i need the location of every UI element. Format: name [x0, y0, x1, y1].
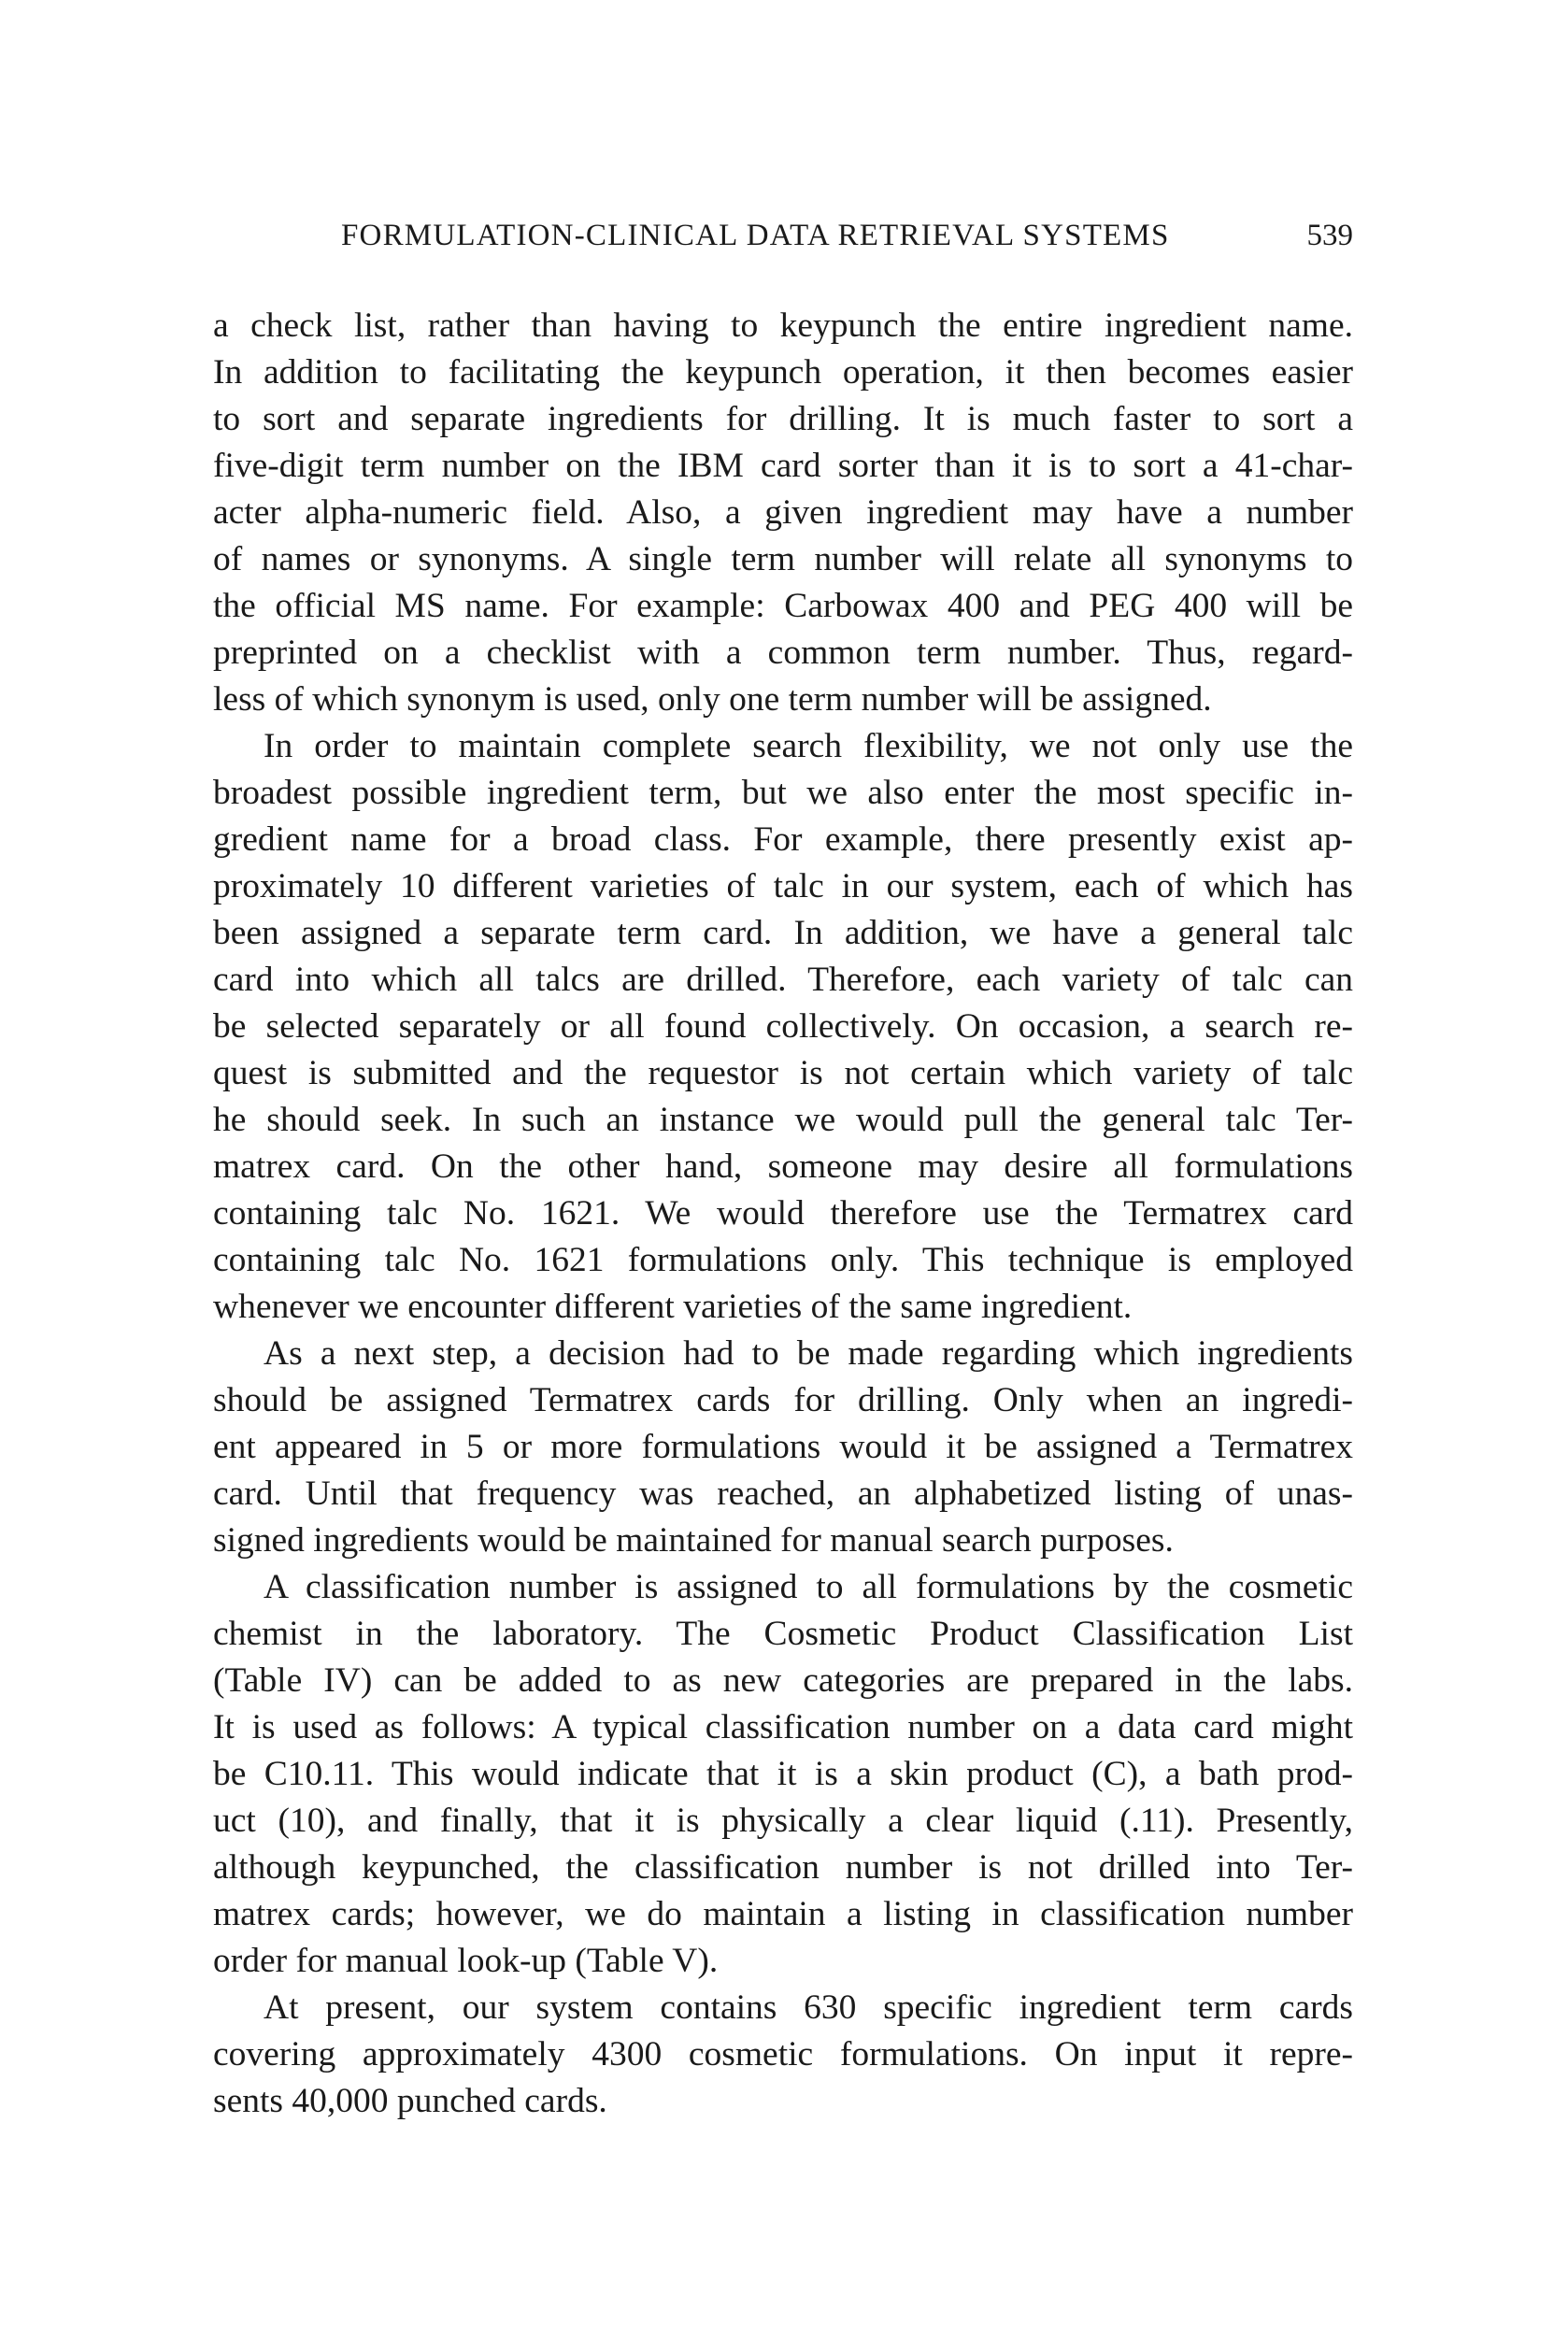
text-line: to sort and separate ingredients for drilling. It is much faster to sort a	[213, 400, 1353, 438]
text-line: matrex card. On the other hand, someone may desire all formulations	[213, 1147, 1353, 1186]
text-line: quest is submitted and the requestor is not certain which variety of talc	[213, 1054, 1353, 1092]
text-line: order for manual look-up (Table V).	[213, 1942, 719, 1980]
text-line: be C10.11. This would indicate that it is a skin product (C), a bath prod-	[213, 1755, 1353, 1793]
text-line: At present, our system contains 630 specific ingredient term cards	[264, 1988, 1353, 2027]
text-line: containing talc No. 1621 formulations only. This technique is employed	[213, 1241, 1353, 1279]
text-line: five-digit term number on the IBM card sorter than it is to sort a 41-char-	[213, 447, 1353, 485]
text-line: ent appeared in 5 or more formulations would it be assigned a Termatrex	[213, 1428, 1353, 1466]
text-line: of names or synonyms. A single term number will relate all synonyms to	[213, 540, 1353, 578]
text-line: although keypunched, the classification number is not drilled into Ter-	[213, 1848, 1353, 1887]
paragraph-3	[213, 1331, 1353, 1564]
text-line: proximately 10 different varieties of talc in our system, each of which has	[213, 867, 1353, 905]
text-line: chemist in the laboratory. The Cosmetic Product Classification List	[213, 1615, 1353, 1653]
text-line: acter alpha-numeric field. Also, a given ingredient may have a number	[213, 493, 1353, 532]
text-line: signed ingredients would be maintained for manual search purposes.	[213, 1521, 1174, 1560]
paragraph-4	[213, 1564, 1353, 1985]
text-line: covering approximately 4300 cosmetic formulations. On input it repre-	[213, 2035, 1353, 2073]
body-text	[213, 303, 1353, 2125]
text-line: a check list, rather than having to keypunch the entire ingredient name.	[213, 306, 1353, 345]
text-line: (Table IV) can be added to as new categories are prepared in the labs.	[213, 1661, 1353, 1700]
text-line: gredient name for a broad class. For example, there presently exist ap-	[213, 820, 1353, 859]
paragraph-5	[213, 1985, 1353, 2125]
text-line: whenever we encounter different varieties of the same ingredient.	[213, 1288, 1133, 1326]
text-line: be selected separately or all found collectively. On occasion, a search re-	[213, 1007, 1353, 1046]
text-line: card. Until that frequency was reached, an alphabetized listing of unas-	[213, 1475, 1353, 1513]
text-line: preprinted on a checklist with a common term number. Thus, regard-	[213, 634, 1353, 672]
text-line: It is used as follows: A typical classification number on a data card might	[213, 1708, 1353, 1746]
text-line: should be assigned Termatrex cards for drilling. Only when an ingredi-	[213, 1381, 1353, 1419]
text-line: sents 40,000 punched cards.	[213, 2082, 607, 2120]
page-number: 539	[1306, 219, 1353, 252]
text-line: uct (10), and finally, that it is physically a clear liquid (.11). Presently,	[213, 1802, 1353, 1840]
text-line: been assigned a separate term card. In addition, we have a general talc	[213, 914, 1353, 952]
running-head	[341, 217, 1353, 254]
running-title: FORMULATION-CLINICAL DATA RETRIEVAL SYSTEMS	[341, 219, 1170, 252]
text-line: card into which all talcs are drilled. Therefore, each variety of talc can	[213, 961, 1353, 999]
text-line: In order to maintain complete search flexibility, we not only use the	[264, 727, 1353, 765]
text-line: As a next step, a decision had to be made regarding which ingredients	[264, 1334, 1353, 1373]
text-line: the official MS name. For example: Carbowax 400 and PEG 400 will be	[213, 587, 1353, 625]
paragraph-1	[213, 303, 1353, 723]
paragraph-2	[213, 723, 1353, 1331]
text-line: In addition to facilitating the keypunch operation, it then becomes easier	[213, 353, 1353, 392]
text-line: broadest possible ingredient term, but we also enter the most specific in-	[213, 774, 1353, 812]
text-line: less of which synonym is used, only one term number will be assigned.	[213, 680, 1212, 719]
text-line: containing talc No. 1621. We would therefore use the Termatrex card	[213, 1194, 1353, 1233]
text-line: matrex cards; however, we do maintain a listing in classification number	[213, 1895, 1353, 1933]
text-line: he should seek. In such an instance we would pull the general talc Ter-	[213, 1101, 1353, 1139]
text-line: A classification number is assigned to all formulations by the cosmetic	[264, 1568, 1353, 1606]
